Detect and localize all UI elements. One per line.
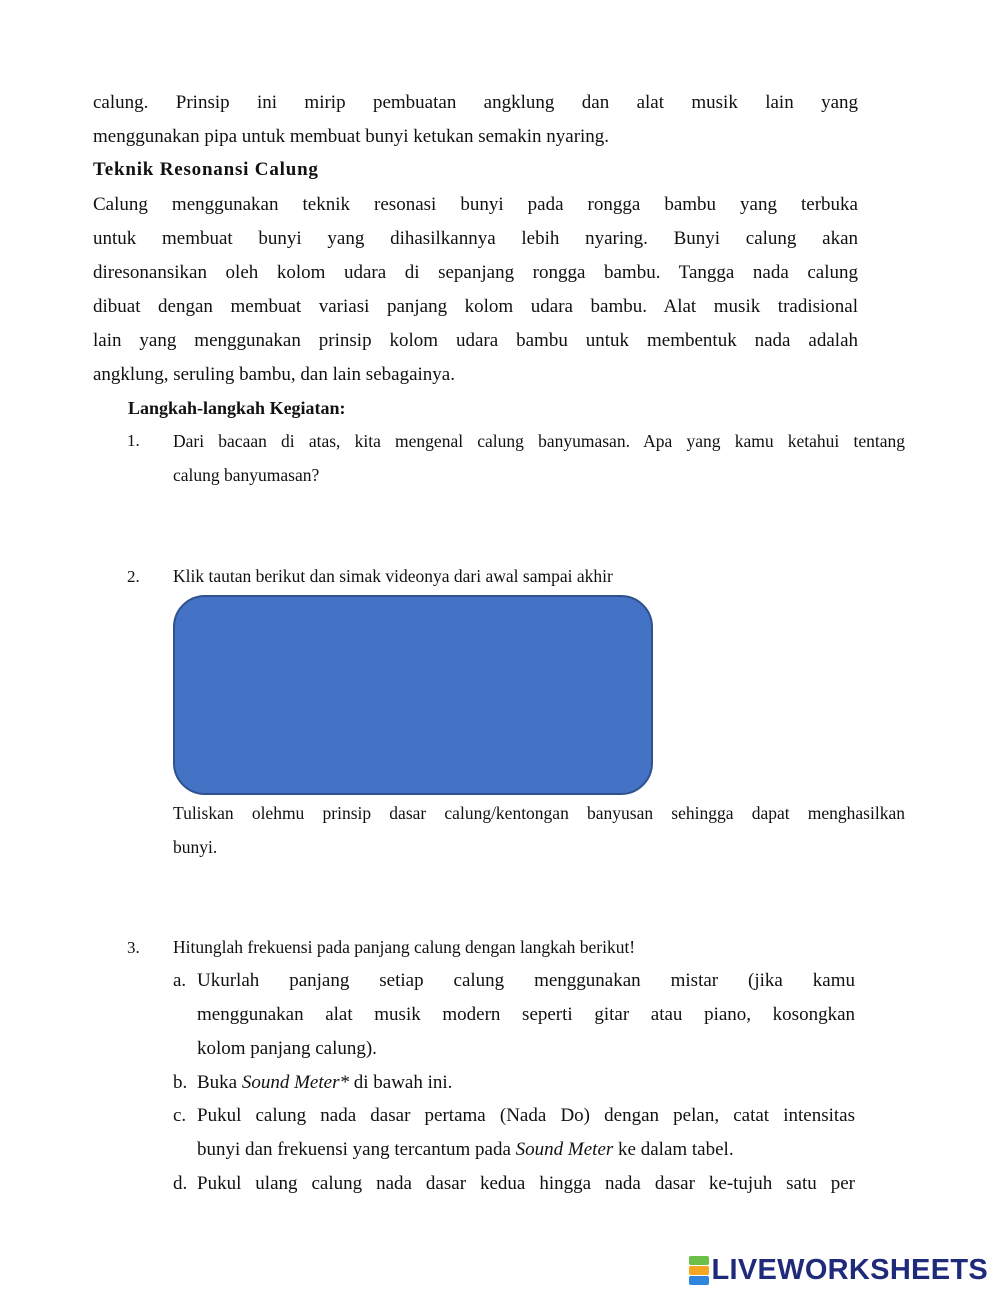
step-2-number: 2. <box>127 567 140 586</box>
section-heading: Teknik Resonansi Calung <box>93 159 319 180</box>
steps-heading: Langkah-langkah Kegiatan: <box>128 398 346 418</box>
video-link-box[interactable] <box>173 595 653 795</box>
step-1-number: 1. <box>127 431 140 450</box>
substep-b-post: di bawah ini. <box>348 1072 453 1093</box>
substep-a-line-3: kolom panjang calung). <box>197 1038 377 1059</box>
substep-c-letter: c. <box>173 1105 187 1126</box>
substep-c-line-2-pre: bunyi dan frekuensi yang tercantum pada <box>197 1139 516 1160</box>
section-line-3: diresonansikan oleh kolom udara di sepanjang rongga bambu. Tangga nada calung <box>93 262 858 283</box>
substep-c-line-2-post: ke dalam tabel. <box>613 1139 734 1160</box>
step-2-line-1: Klik tautan berikut dan simak videonya dari awal sampai akhir <box>173 566 613 586</box>
liveworksheets-logo-icon <box>689 1256 709 1286</box>
section-line-6: angklung, seruling bambu, dan lain sebagainya. <box>93 364 455 385</box>
step-1-line-1: Dari bacaan di atas, kita mengenal calung banyumasan. Apa yang kamu ketahui tentang <box>173 431 905 451</box>
substep-d-letter: d. <box>173 1173 188 1194</box>
substep-c-sound-meter: Sound Meter <box>515 1139 614 1160</box>
intro-line-1: calung. Prinsip ini mirip pembuatan angklung dan alat musik lain yang <box>93 92 858 113</box>
substep-b-letter: b. <box>173 1072 188 1093</box>
step-3-line-1: Hitunglah frekuensi pada panjang calung dengan langkah berikut! <box>173 937 636 957</box>
substep-c-line-1: Pukul calung nada dasar pertama (Nada Do) dengan pelan, catat intensitas <box>197 1105 855 1126</box>
substep-b-line <box>197 1071 452 1095</box>
section-line-4: dibuat dengan membuat variasi panjang kolom udara bambu. Alat musik tradisional <box>93 296 858 317</box>
substep-a-letter: a. <box>173 970 187 991</box>
step-2-followup-line-1: Tuliskan olehmu prinsip dasar calung/kentongan banyusan sehingga dapat menghasilkan <box>173 803 905 823</box>
step-1-line-2: calung banyumasan? <box>173 465 320 485</box>
substep-b-sound-meter: Sound Meter* <box>241 1072 349 1093</box>
substep-a-line-2: menggunakan alat musik modern seperti gitar atau piano, kosongkan <box>197 1004 855 1025</box>
substep-d-line-1: Pukul ulang calung nada dasar kedua hingga nada dasar ke-tujuh satu per <box>197 1173 855 1194</box>
step-2-followup-line-2: bunyi. <box>173 837 218 857</box>
liveworksheets-logo[interactable] <box>689 1254 989 1287</box>
logo-text: LIVEWORKSHEETS <box>711 1254 988 1286</box>
substep-b-pre: Buka <box>197 1072 242 1093</box>
substep-a-line-1: Ukurlah panjang setiap calung menggunakan mistar (jika kamu <box>197 970 855 991</box>
intro-line-2: menggunakan pipa untuk membuat bunyi ketukan semakin nyaring. <box>93 126 610 147</box>
step-3-number: 3. <box>127 938 140 957</box>
substep-c-line-2 <box>197 1138 734 1162</box>
section-line-2: untuk membuat bunyi yang dihasilkannya lebih nyaring. Bunyi calung akan <box>93 228 858 249</box>
section-line-1: Calung menggunakan teknik resonasi bunyi pada rongga bambu yang terbuka <box>93 194 858 215</box>
section-line-5: lain yang menggunakan prinsip kolom udara bambu untuk membentuk nada adalah <box>93 330 858 351</box>
